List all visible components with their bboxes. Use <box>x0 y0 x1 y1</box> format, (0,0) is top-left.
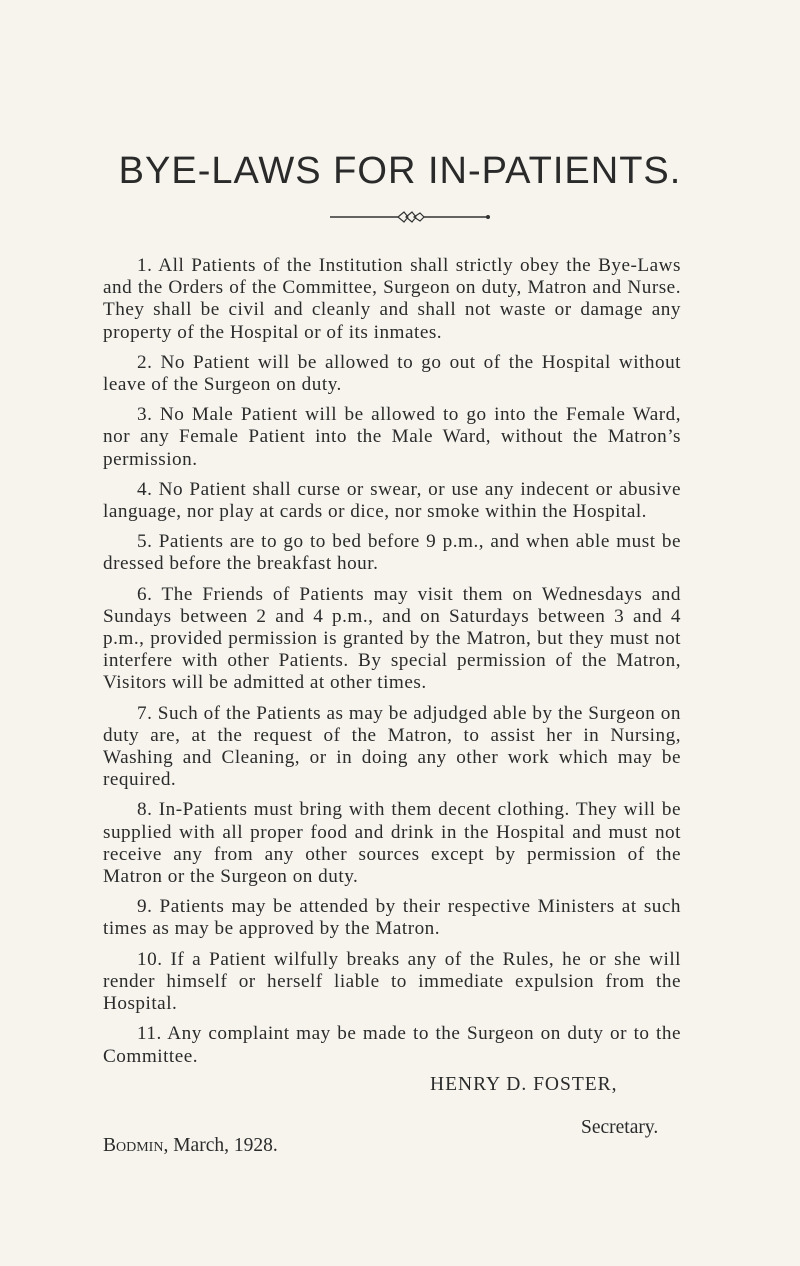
place-and-date <box>103 1135 278 1157</box>
rule-item: 9. Patients may be attended by their respective Ministers at such times as may be approved by the Matron. <box>103 896 681 940</box>
rule-item: 2. No Patient will be allowed to go out of the Hospital without leave of the Surgeon on duty. <box>103 351 681 396</box>
signatory-name: HENRY D. FOSTER, <box>430 1074 618 1095</box>
rule-item: 5. Patients are to go to bed before 9 p.m., and when able must be dressed before the breakfast hour. <box>103 531 681 575</box>
place-name: Bodmin, <box>103 1135 169 1156</box>
rule-item: 4. No Patient shall curse or swear, or use any indecent or abusive language, nor play at cards or dice, nor smoke within the Hospital. <box>103 478 681 523</box>
rule-item: 11. Any complaint may be made to the Surgeon on duty or to the Committee. <box>103 1023 681 1067</box>
rule-item: 6. The Friends of Patients may visit them on Wednesdays and Sundays between 2 and 4 p.m., and on Saturdays between 3 and 4 p.m., provided permission is granted by the Matron, but they must not interfere with other Patients. By special permission of the Matron, Visitors will be admitted at other times. <box>103 583 681 694</box>
ornament-divider-icon <box>330 210 490 224</box>
rule-item: 10. If a Patient wilfully breaks any of the Rules, he or she will render himself or herself liable to immediate expulsion from the Hospital. <box>103 948 681 1015</box>
rules-list <box>103 255 681 1076</box>
signatory-position: Secretary. <box>581 1117 659 1138</box>
rule-item: 8. In-Patients must bring with them decent clothing. They will be supplied with all proper food and drink in the Hospital and must not receive any from any other sources except by permission of the Matron or the Surgeon on duty. <box>103 799 681 888</box>
rule-item: 3. No Male Patient will be allowed to go into the Female Ward, nor any Female Patient into the Male Ward, without the Matron’s permission. <box>103 404 681 470</box>
rule-item: 1. All Patients of the Institution shall strictly obey the Bye-Laws and the Orders of the Committee, Surgeon on duty, Matron and Nurse. They shall be civil and cleanly and shall not waste or damage any property of the Hospital or of its inmates. <box>103 255 681 343</box>
rule-item: 7. Such of the Patients as may be adjudged able by the Surgeon on duty are, at the request of the Matron, to assist her in Nursing, Washing and Cleaning, or in doing any other work which may be required. <box>103 702 681 791</box>
date-text: March, 1928. <box>173 1135 278 1156</box>
document-title: BYE-LAWS FOR IN-PATIENTS. <box>118 150 682 192</box>
